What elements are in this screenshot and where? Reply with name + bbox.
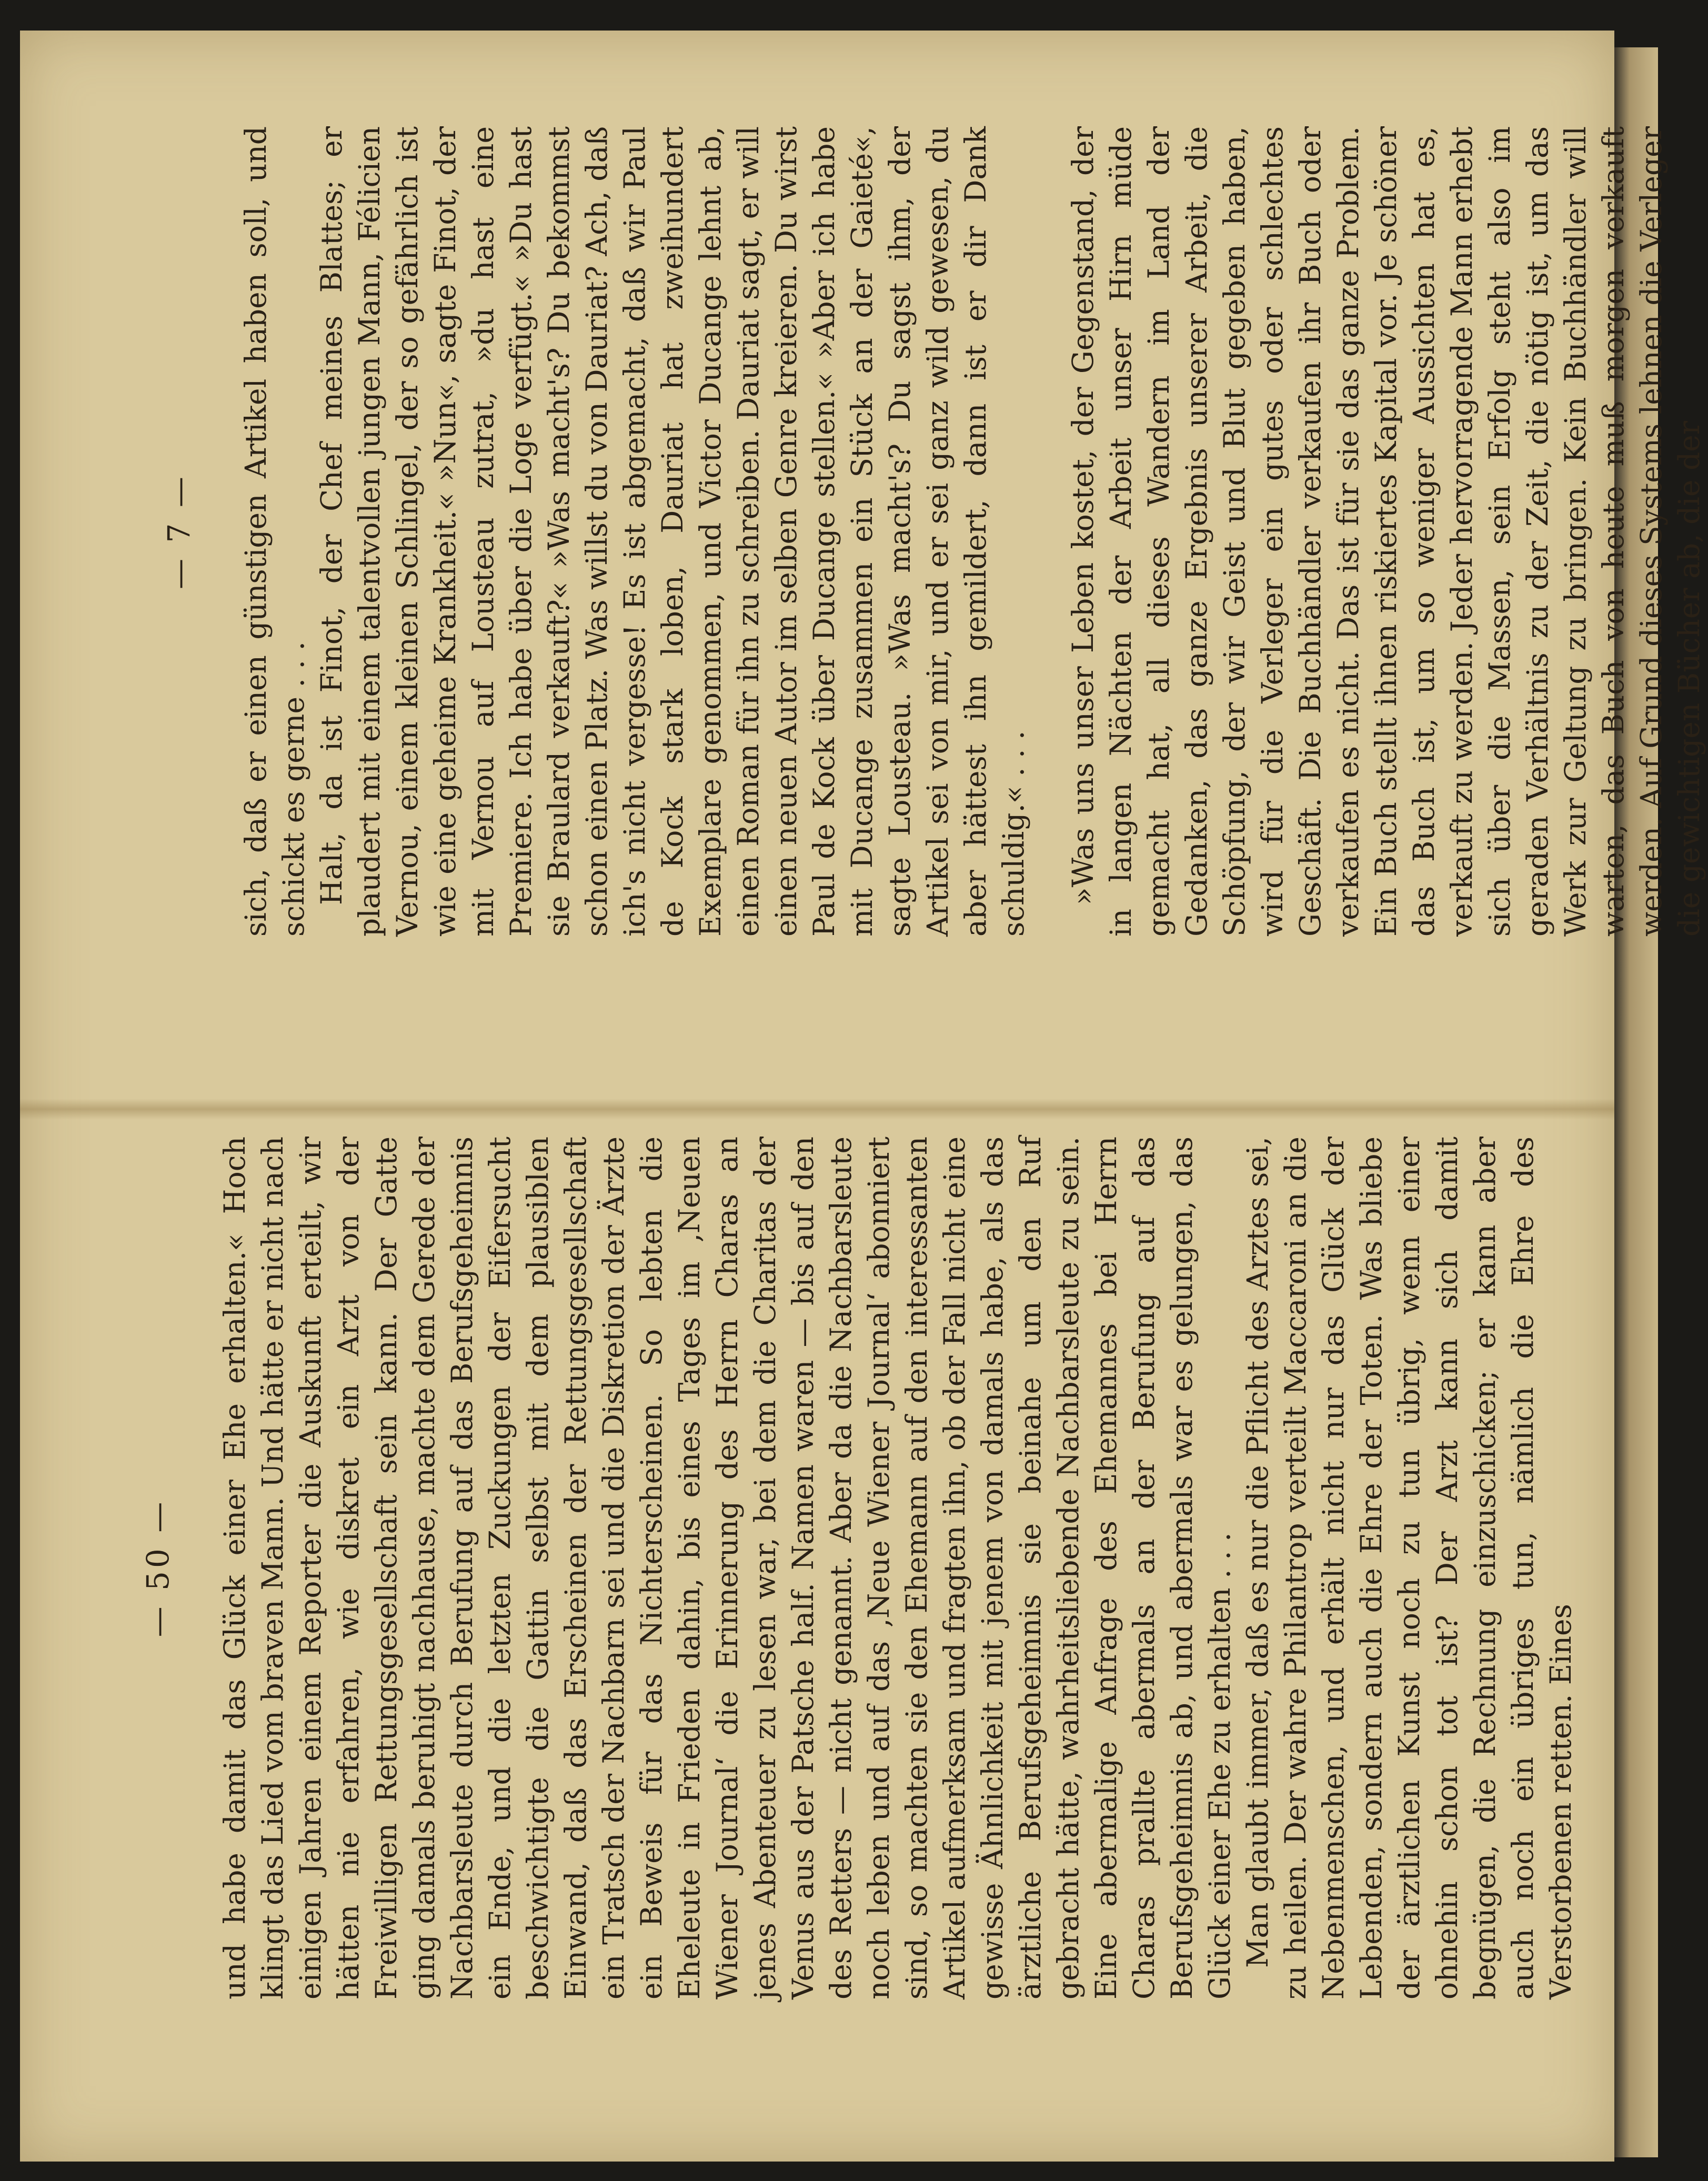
paragraph: Halt, da ist Finot, der Chef meines Blattes; er plaudert mit einem talentvollen jungen Mann, Félicien Vernou, einem kleinen Schlingel, der so gefährlich ist wie eine geheime Krankheit.« »Nun«, sagte Finot, der mit Vernou auf Lousteau zutrat, »du hast eine Premiere. Ich habe über die Loge verfügt.« »Du hast sie Braulard verkauft?« »Was macht's? Du bekommst schon einen Platz. Was willst du von Dauriat? Ach, daß ich's nicht vergesse! Es ist abgemacht, daß wir Paul de Kock stark loben, Dauriat hat zweihundert Exemplare genommen, und Victor Ducange lehnt ab, einen Roman für ihn zu schreiben. Dauriat sagt, er will einen neuen Autor im selben Genre kreieren. Du wirst Paul de Kock über Ducange stellen.« »Aber ich habe mit Ducange zusammen ein Stück an der Gaieté«, sagte Lousteau. »Was macht's? Du sagst ihm, der Artikel sei von mir, und er sei ganz wild gewesen, du aber hättest ihn gemildert, dann ist er dir Dank schuldig.« . . . (315, 126, 1030, 937)
page-text (216, 1137, 1580, 1999)
paragraph: »Was uns unser Leben kostet, der Gegenstand, der in langen Nächten der Arbeit unser Hirn müde gemacht hat, all dieses Wandern im Land der Gedanken, das ganze Ergebnis unserer Arbeit, die Schöpfung, der wir Geist und Blut gegeben haben, wird für die Verleger ein gutes oder schlechtes Geschäft. Die Buchhändler verkaufen ihr Buch oder verkaufen es nicht. Das ist für sie das ganze Problem. Ein Buch stellt ihnen riskiertes Kapital vor. Je schöner das Buch ist, um so weniger Aussichten hat es, verkauft zu werden. Jeder hervorragende Mann erhebt sich über die Massen, sein Erfolg steht also im geraden Verhältnis zu der Zeit, die nötig ist, um das Werk zur Geltung zu bringen. Kein Buchhändler will warten, das Buch von heute muß morgen verkauft werden. Auf Grund dieses Systems lehnen die Verleger die gewichtigen Bücher ab, die der (1066, 126, 1706, 937)
page-50 (137, 1137, 1578, 1999)
paragraph: und habe damit das Glück einer Ehe erhalten.« Hoch klingt das Lied vom braven Mann. Und hätte er nicht nach einigen Jahren einem Reporter die Auskunft erteilt, wir hätten nie erfahren, wie diskret ein Arzt von der Freiwilligen Rettungsgesellschaft sein kann. Der Gatte ging damals beruhigt nachhause, machte dem Gerede der Nachbarsleute durch Berufung auf das Berufsgeheimnis ein Ende, und die letzten Zuckungen der Eifersucht beschwichtigte die Gattin selbst mit dem plausiblen Einwand, daß das Erscheinen der Rettungsgesellschaft ein Tratsch der Nachbarn sei und die Diskretion der Ärzte ein Beweis für das Nichterscheinen. So lebten die Eheleute in Frieden dahin, bis eines Tages im ‚Neuen Wiener Journal‘ die Erinnerung des Herrn Charas an jenes Abenteuer zu lesen war, bei dem die Charitas der Venus aus der Patsche half. Namen waren — bis auf den des Retters — nicht genannt. Aber da die Nachbarsleute noch leben und auf das ‚Neue Wiener Journal‘ abonniert sind, so machten sie den Ehemann auf den interessanten Artikel aufmerksam und fragten ihn, ob der Fall nicht eine gewisse Ähnlichkeit mit jenem von damals habe, als das ärztliche Berufsgeheimnis sie beinahe um den Ruf gebracht hätte, wahrheitsliebende Nachbarsleute zu sein. Eine abermalige Anfrage des Ehemannes bei Herrn Charas prallte abermals an der Berufung auf das Berufsgeheimnis ab, und abermals war es gelungen, das Glück einer Ehe zu erhalten . . . (218, 1137, 1237, 1999)
paragraph: Man glaubt immer, daß es nur die Pflicht des Arztes sei, zu heilen. Der wahre Philantrop verteilt Maccaroni an die Nebenmenschen, und erhält nicht nur das Glück der Lebenden, sondern auch die Ehre der Toten. Was bliebe der ärztlichen Kunst noch zu tun übrig, wenn einer ohnehin schon tot ist? Der Arzt kann sich damit begnügen, die Rechnung einzuschicken; er kann aber auch noch ein übriges tun, nämlich die Ehre des Verstorbenen retten. Eines (1241, 1137, 1578, 1999)
page-7 (158, 126, 1706, 937)
center-fold (20, 1099, 1614, 1120)
page-number: — 7 — (161, 474, 197, 589)
page-number: — 50 — (140, 1499, 176, 1637)
page-text (237, 126, 1708, 937)
paragraph: sich, daß er einen günstigen Artikel haben soll, und schickt es gerne . . . (239, 126, 310, 937)
